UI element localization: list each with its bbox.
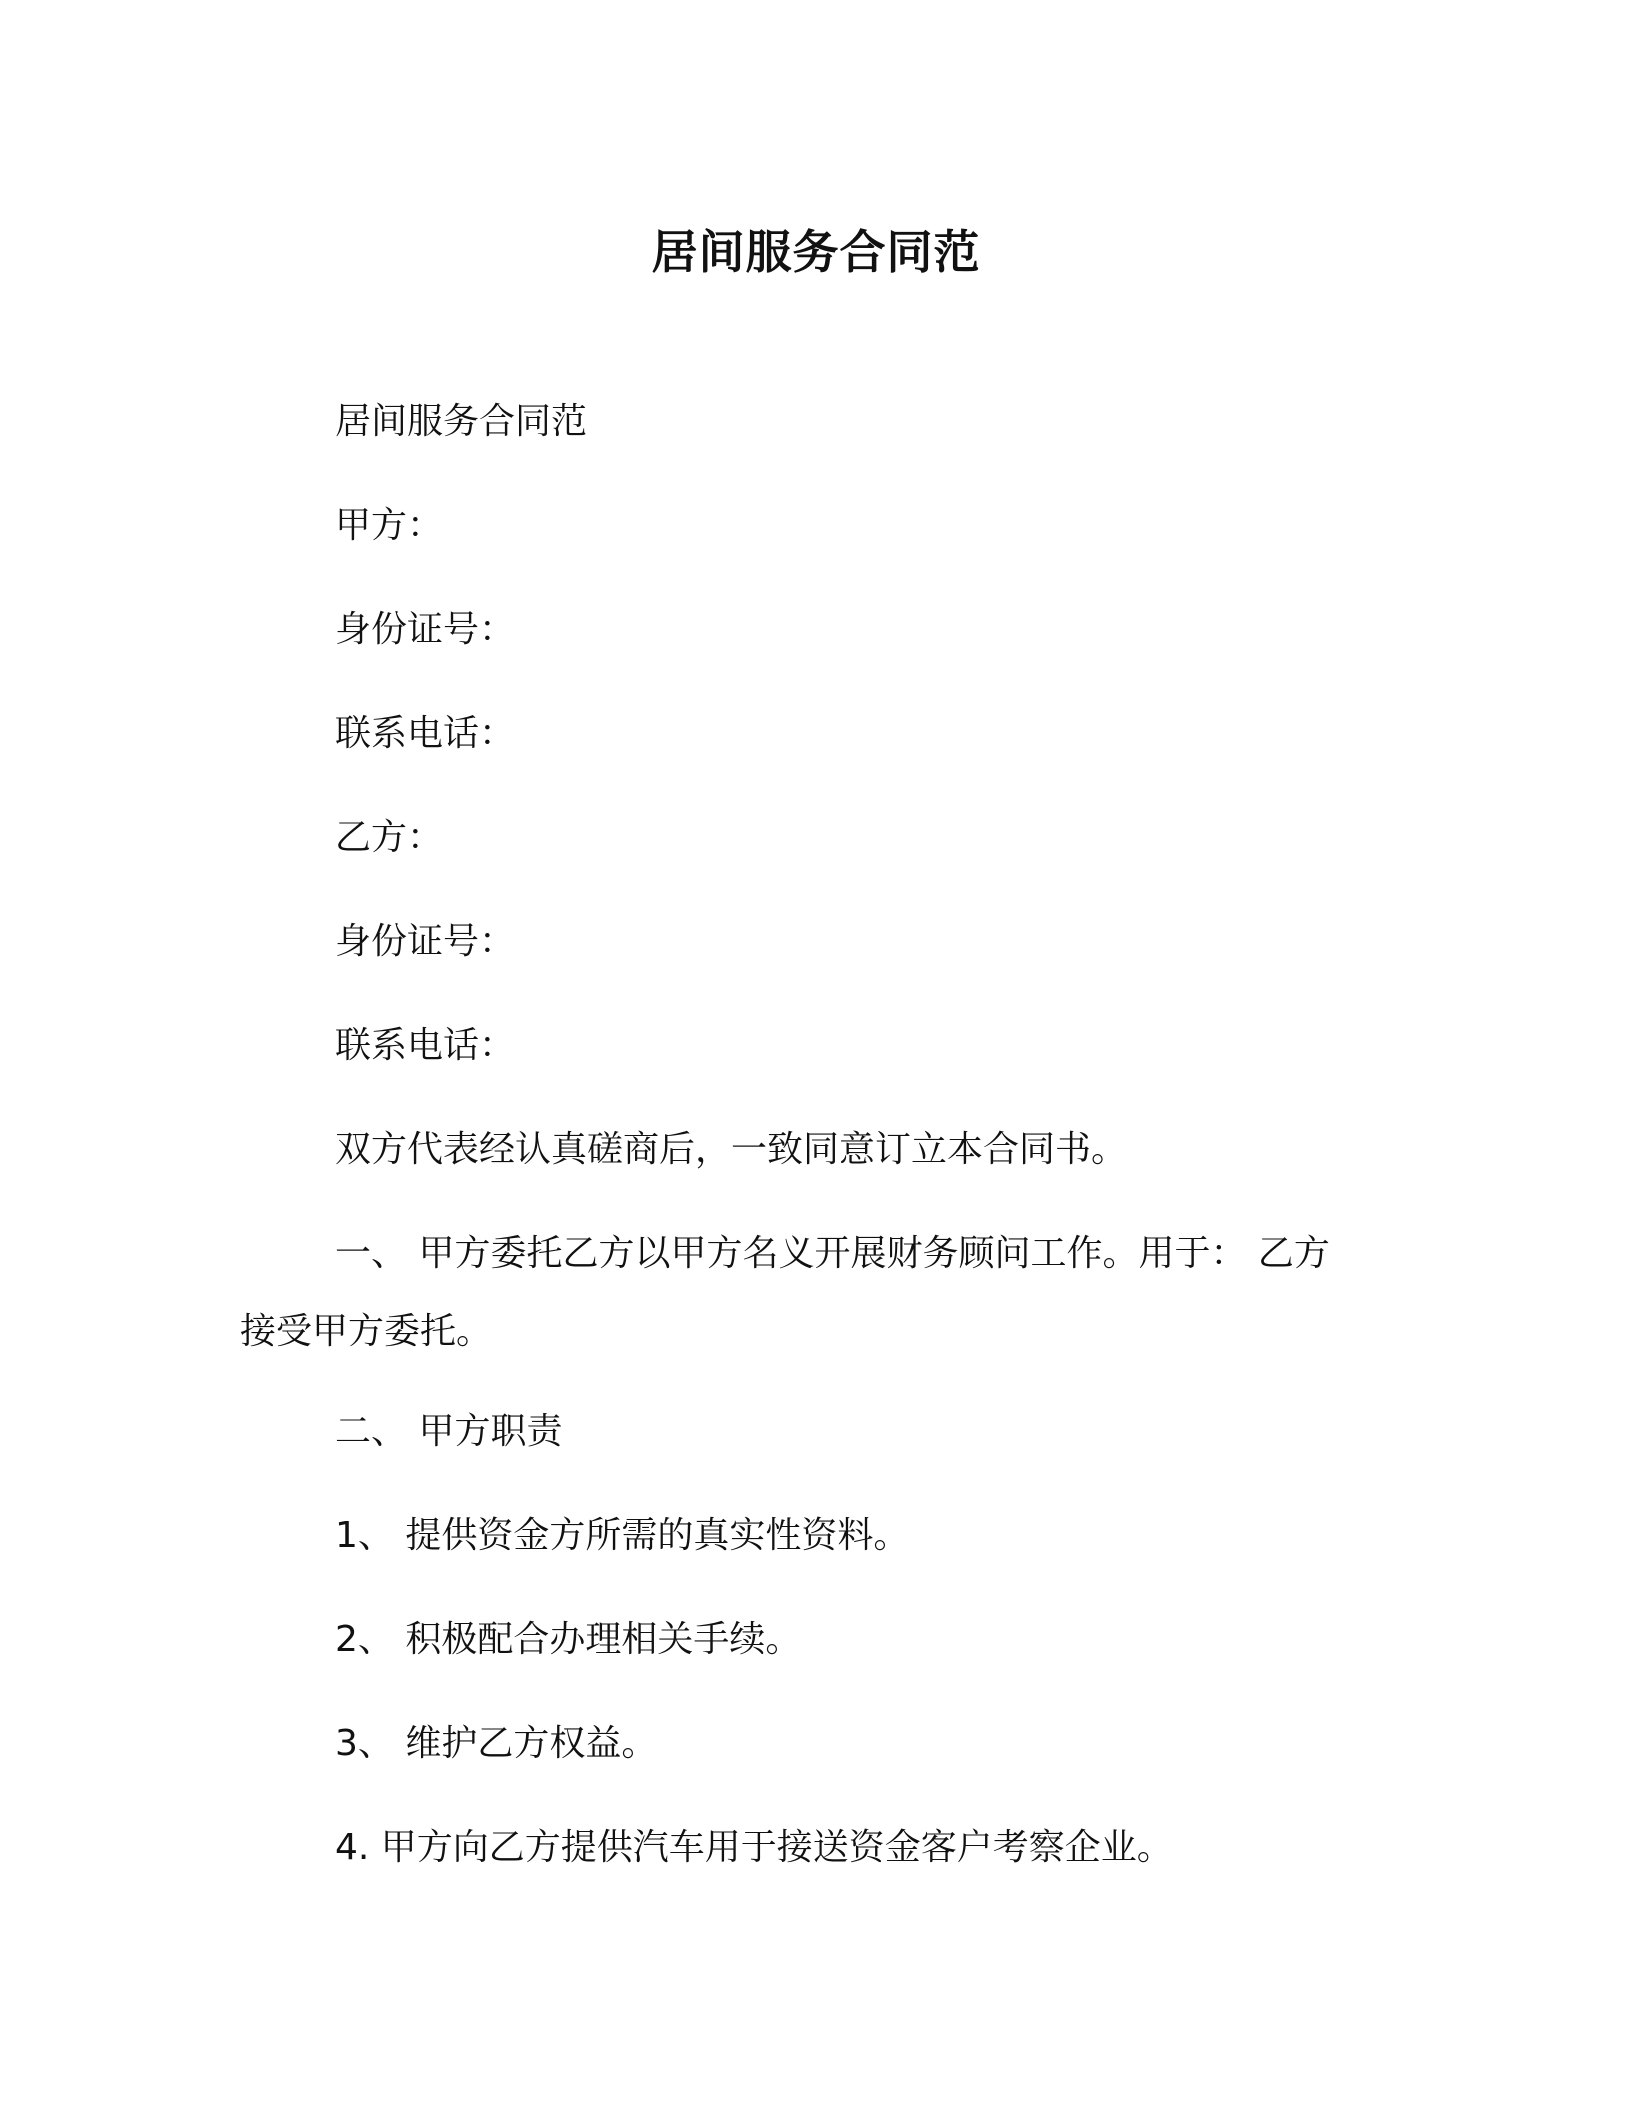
clause-2-item: 3、 维护乙方权益。 xyxy=(335,1723,658,1764)
clause-1-line-2: 接受甲方委托。 xyxy=(240,1311,493,1352)
party-a-phone-label: 联系电话： xyxy=(335,713,516,754)
document-title: 居间服务合同范 xyxy=(651,225,981,279)
party-a-id-label: 身份证号： xyxy=(335,609,516,650)
clause-2-heading: 二、 甲方职责 xyxy=(335,1411,563,1452)
clause-2-item: 4. 甲方向乙方提供汽车用于接送资金客户考察企业。 xyxy=(335,1827,1173,1868)
party-b-id-label: 身份证号： xyxy=(335,921,516,962)
clause-2-item: 1、 提供资金方所需的真实性资料。 xyxy=(335,1515,910,1556)
party-b-label: 乙方： xyxy=(335,817,444,858)
party-a-label: 甲方： xyxy=(335,505,444,546)
intro-paragraph: 双方代表经认真磋商后，一致同意订立本合同书。 xyxy=(335,1129,1128,1170)
clause-2-item: 2、 积极配合办理相关手续。 xyxy=(335,1619,802,1660)
party-b-phone-label: 联系电话： xyxy=(335,1025,516,1066)
clause-1-line-1: 一、 甲方委托乙方以甲方名义开展财务顾问工作。用于： 乙方 xyxy=(335,1233,1330,1274)
document-subtitle: 居间服务合同范 xyxy=(335,401,588,442)
